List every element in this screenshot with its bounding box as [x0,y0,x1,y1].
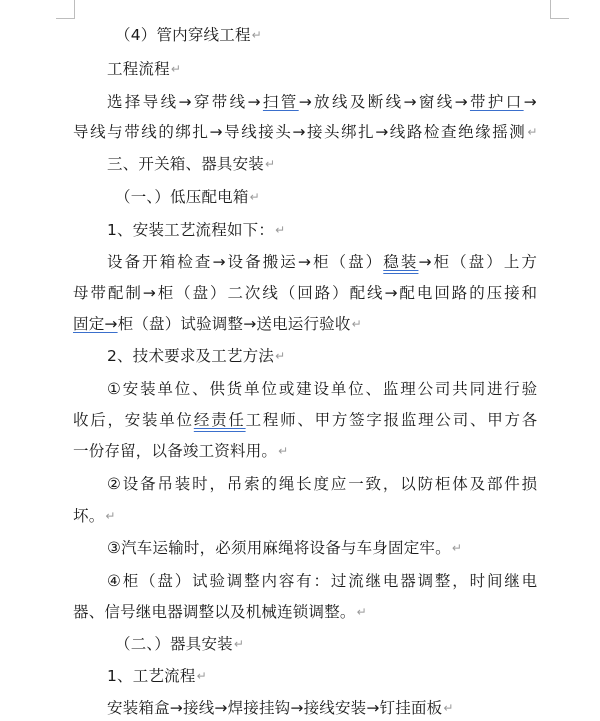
text-line-12 [107,378,539,400]
text-line-1 [115,24,262,46]
text-segment: （一、）低压配电箱 [115,188,249,206]
text-line-14 [73,440,288,462]
text-segment: 设备开箱检查→设备搬运→柜（盘） [107,253,384,271]
text-line-13 [73,409,539,431]
text-segment: 器、信号继电器调整以及机械连锁调整。 [73,603,356,621]
text-segment: 工程流程 [107,60,170,78]
spellcheck-underlined-text: 经责任 [193,411,246,429]
text-segment: →柜（盘）上方 [418,253,539,271]
text-line-4 [73,121,539,143]
text-line-2 [107,58,181,80]
paragraph-mark-icon: ↵ [443,701,454,715]
paragraph-mark-icon: ↵ [527,125,539,139]
text-line-9 [73,282,539,304]
paragraph-mark-icon: ↵ [233,637,245,651]
text-line-16 [73,505,116,527]
paragraph-mark-icon: ↵ [170,62,182,76]
paragraph-mark-icon: ↵ [451,541,463,555]
paragraph-mark-icon: ↵ [356,605,367,619]
text-segment: 三、开关箱、器具安装 [107,155,265,173]
text-segment: 1、安装工艺流程如下： [107,221,275,239]
text-segment: 导线与带线的绑扎→导线接头→接头绑扎→线路检查绝缘摇测 [73,123,527,141]
text-segment: 收后，安装单位 [73,411,194,429]
text-segment: 1、工艺流程 [107,667,196,685]
spellcheck-underlined-text: 带护口 [469,93,524,111]
text-line-11 [107,345,285,367]
paragraph-mark-icon: ↵ [249,190,260,204]
text-segment: 安装箱盒→接线→焊接挂钩→接线安装→钉挂面板 [107,699,443,717]
text-segment: ③汽车运输时，必须用麻绳将设备与车身固定牢。 [107,539,451,557]
paragraph-mark-icon: ↵ [278,444,289,458]
text-segment: → [523,93,539,111]
spellcheck-underlined-text: 固定→ [73,315,118,333]
text-line-22 [107,697,454,719]
text-line-18 [107,570,539,592]
spellcheck-underlined-text: 稳装 [383,253,419,271]
text-line-19 [73,601,367,623]
text-line-10 [73,313,362,335]
text-segment: 一份存留，以备竣工资料用。 [73,442,278,460]
text-line-3 [107,91,539,113]
paragraph-mark-icon: ↵ [275,223,286,237]
text-line-7 [107,219,285,241]
text-line-15 [107,473,539,495]
text-segment: →放线及断线→窗线→ [298,93,470,111]
text-segment: 柜（盘）试验调整→送电运行验收 [117,315,351,333]
text-segment: （4）管内穿线工程 [115,26,251,44]
text-segment: 母带配制→柜（盘）二次线（回路）配线→配电回路的压接和 [73,284,539,302]
paragraph-mark-icon: ↵ [275,349,286,363]
text-segment: 2、技术要求及工艺方法 [107,347,275,365]
text-line-20 [115,633,244,655]
paragraph-mark-icon: ↵ [351,317,362,331]
text-line-5 [107,153,275,175]
text-line-6 [115,186,260,208]
spellcheck-underlined-text: 扫管 [262,93,299,111]
text-line-21 [107,665,207,687]
text-segment: 工程师、甲方签字报监理公司、甲方各 [245,411,539,429]
margin-corner-mark-left [56,0,75,19]
paragraph-mark-icon: ↵ [251,28,262,42]
paragraph-mark-icon: ↵ [196,669,207,683]
margin-corner-mark-right [550,0,569,19]
text-line-17 [107,537,462,559]
paragraph-mark-icon: ↵ [105,509,116,523]
text-line-8 [107,251,539,273]
text-segment: ④柜（盘）试验调整内容有：过流继电器调整，时间继电 [107,572,539,590]
paragraph-mark-icon: ↵ [265,157,276,171]
text-segment: 坏。 [73,507,105,525]
text-segment: 选择导线→穿带线→ [107,93,263,111]
text-segment: （二、）器具安装 [115,635,233,653]
text-segment: ①安装单位、供货单位或建设单位、监理公司共同进行验 [107,380,539,398]
text-segment: ②设备吊装时，吊索的绳长度应一致，以防柜体及部件损 [107,475,539,493]
